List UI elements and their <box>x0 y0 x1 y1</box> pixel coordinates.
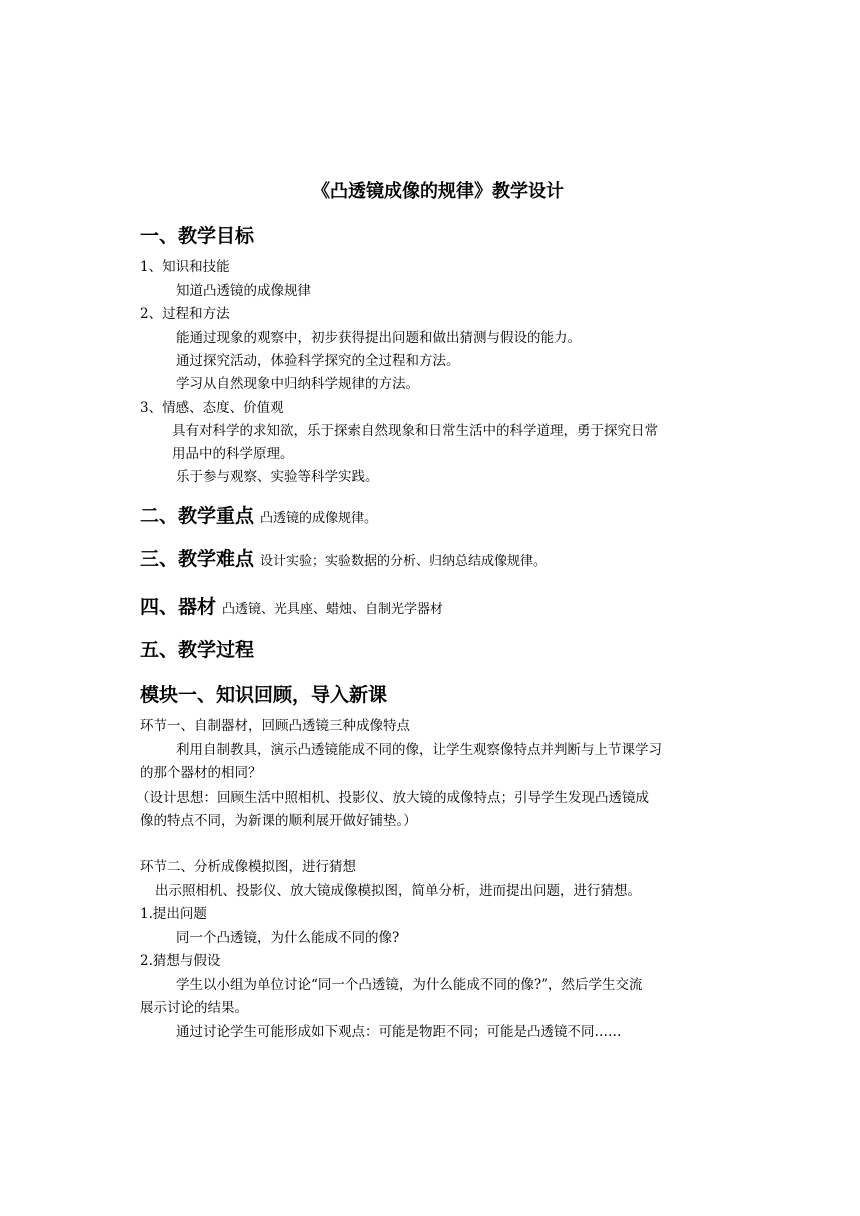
section-heading-objectives: 一、教学目标 <box>140 225 255 247</box>
objective-1-label: 1、知识和技能 <box>140 259 230 275</box>
section-heading-equipment <box>140 592 443 619</box>
step-1-text-1a: 利用自制教具，演示凸透镜能成不同的像，让学生观察像特点并判断与上节课学习 <box>176 742 662 758</box>
step-1-design-note-1: （设计思想：回顾生活中照相机、投影仪、放大镜的成像特点；引导学生发现凸透镜成 <box>136 790 649 806</box>
objective-1-text: 知道凸透镜的成像规律 <box>176 283 311 299</box>
section-heading-process: 五、教学过程 <box>140 639 255 661</box>
difficulties-heading-text: 三、教学难点 <box>140 548 255 570</box>
hypothesis-text-1a: 学生以小组为单位讨论“同一个凸透镜，为什么能成不同的像?”，然后学生交流 <box>176 977 643 993</box>
objective-3-text-1b: 用品中的科学原理。 <box>172 446 294 462</box>
step-1-text-1b: 的那个器材的相同？ <box>140 765 262 781</box>
step-2-text: 出示照相机、投影仪、放大镜成像模拟图，简单分析，进而提出问题，进行猜想。 <box>155 883 641 899</box>
objective-3-text-2: 乐于参与观察、实验等科学实践。 <box>176 469 379 485</box>
section-heading-key-points <box>140 501 377 528</box>
step-1-label: 环节一、自制器材，回顾凸透镜三种成像特点 <box>140 718 410 734</box>
difficulties-text: 设计实验；实验数据的分析、归纳总结成像规律。 <box>260 554 547 569</box>
module-heading-1: 模块一、知识回顾，导入新课 <box>140 684 388 706</box>
objective-2-text-1: 能通过现象的观察中，初步获得提出问题和做出猜测与假设的能力。 <box>176 330 581 346</box>
objective-3-label: 3、情感、态度、价值观 <box>140 400 284 416</box>
section-heading-difficulties <box>140 544 546 571</box>
equipment-text: 凸透镜、光具座、蜡烛、自制光学器材 <box>222 602 444 617</box>
hypothesis-text-2: 通过讨论学生可能形成如下观点：可能是物距不同；可能是凸透镜不同…… <box>176 1024 622 1040</box>
document-title: 《凸透镜成像的规律》教学设计 <box>312 181 564 202</box>
objective-2-text-3: 学习从自然现象中归纳科学规律的方法。 <box>176 376 419 392</box>
step-1-design-note-2: 像的特点不同，为新课的顺利展开做好铺垫。） <box>140 813 417 829</box>
step-2-label: 环节二、分析成像模拟图，进行猜想 <box>140 859 356 875</box>
objective-3-text-1a: 具有对科学的求知欲，乐于探索自然现象和日常生活中的科学道理，勇于探究日常 <box>172 423 658 439</box>
key-points-heading-text: 二、教学重点 <box>140 505 255 527</box>
question-text: 同一个凸透镜，为什么能成不同的像? <box>176 930 400 946</box>
equipment-heading-text: 四、器材 <box>140 596 217 618</box>
objective-2-label: 2、过程和方法 <box>140 306 230 322</box>
key-points-text: 凸透镜的成像规律。 <box>260 511 378 526</box>
hypothesis-text-1b: 展示讨论的结果。 <box>140 1000 248 1016</box>
hypothesis-label: 2.猜想与假设 <box>140 953 221 969</box>
objective-2-text-2: 通过探究活动，体验科学探究的全过程和方法。 <box>176 353 460 369</box>
question-label: 1.提出问题 <box>140 906 207 922</box>
